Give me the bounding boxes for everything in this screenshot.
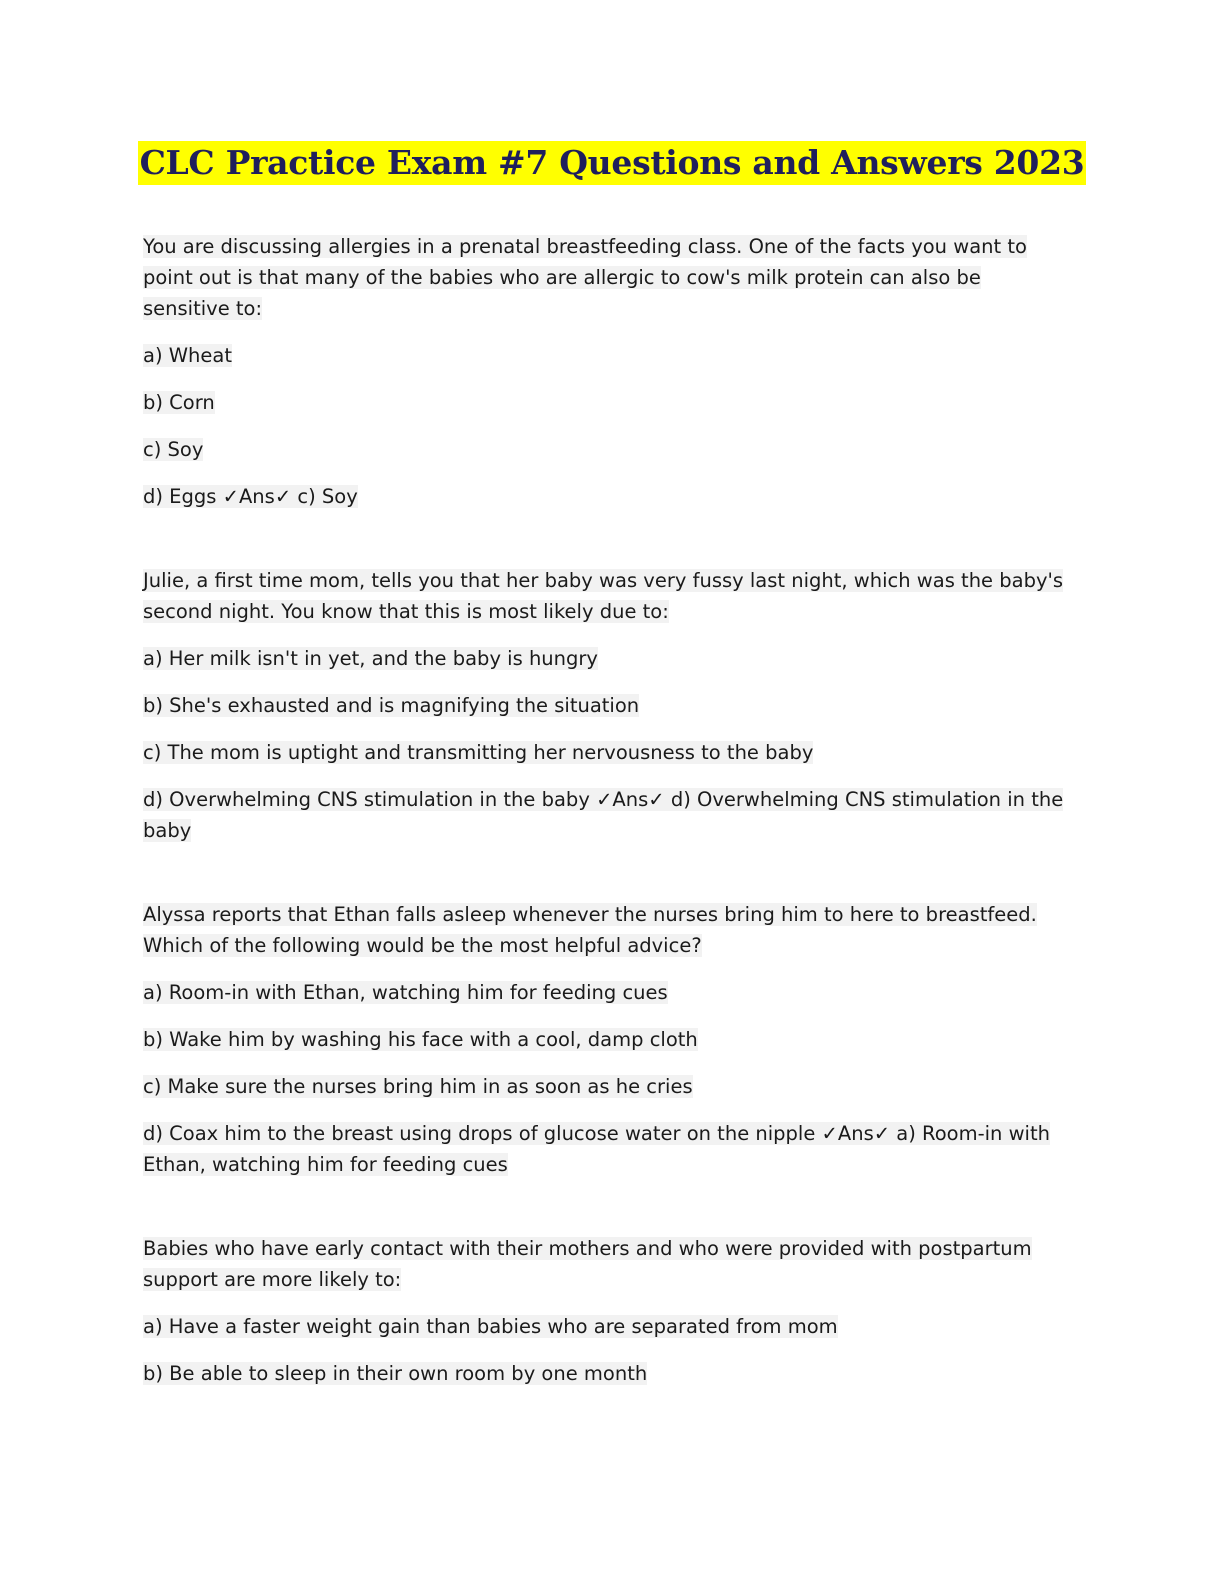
option-c: c) The mom is uptight and transmitting her nervousness to the baby xyxy=(143,741,814,764)
answer-text: d) Overwhelming CNS stimulation in the baby xyxy=(143,788,1064,842)
question-stem: You are discussing allergies in a prenatal breastfeeding class. One of the facts you want to point out is that many of the babies who are allergic to cow's milk protein can also be sensitive to: xyxy=(143,235,1027,320)
option-a: a) Her milk isn't in yet, and the baby is hungry xyxy=(143,647,598,670)
question-3 xyxy=(143,899,1073,1180)
answer-marker: ✓Ans✓ xyxy=(596,788,665,811)
question-stem: Julie, a first time mom, tells you that her baby was very fussy last night, which was the baby's second night. You know that this is most likely due to: xyxy=(143,569,1064,623)
option-b: b) Be able to sleep in their own room by one month xyxy=(143,1362,648,1385)
question-4 xyxy=(143,1233,1073,1389)
option-b: b) Corn xyxy=(143,391,215,414)
question-stem: Alyssa reports that Ethan falls asleep whenever the nurses bring him to here to breastfeed. Which of the following would be the most helpful advice? xyxy=(143,903,1037,957)
question-stem: Babies who have early contact with their mothers and who were provided with postpartum support are more likely to: xyxy=(143,1237,1032,1291)
option-b: b) Wake him by washing his face with a cool, damp cloth xyxy=(143,1028,698,1051)
option-d: d) Coax him to the breast using drops of glucose water on the nipple xyxy=(143,1122,816,1145)
question-list xyxy=(143,231,1073,1389)
option-b: b) She's exhausted and is magnifying the situation xyxy=(143,694,640,717)
option-d: d) Eggs xyxy=(143,485,217,508)
answer-text: a) Room-in with Ethan, watching him for feeding cues xyxy=(143,1122,1050,1176)
page-title: CLC Practice Exam #7 Questions and Answers 2023 xyxy=(138,141,1087,185)
option-a: a) Have a faster weight gain than babies who are separated from mom xyxy=(143,1315,838,1338)
option-c: c) Soy xyxy=(143,438,204,461)
option-d: d) Overwhelming CNS stimulation in the baby xyxy=(143,788,590,811)
answer-marker: ✓Ans✓ xyxy=(222,485,292,508)
title-wrap xyxy=(0,141,1224,185)
answer-marker: ✓Ans✓ xyxy=(821,1122,891,1145)
question-1 xyxy=(143,231,1073,512)
answer-text: c) Soy xyxy=(297,485,358,508)
question-2 xyxy=(143,565,1073,846)
option-a: a) Wheat xyxy=(143,344,232,367)
option-c: c) Make sure the nurses bring him in as soon as he cries xyxy=(143,1075,693,1098)
option-a: a) Room-in with Ethan, watching him for feeding cues xyxy=(143,981,668,1004)
